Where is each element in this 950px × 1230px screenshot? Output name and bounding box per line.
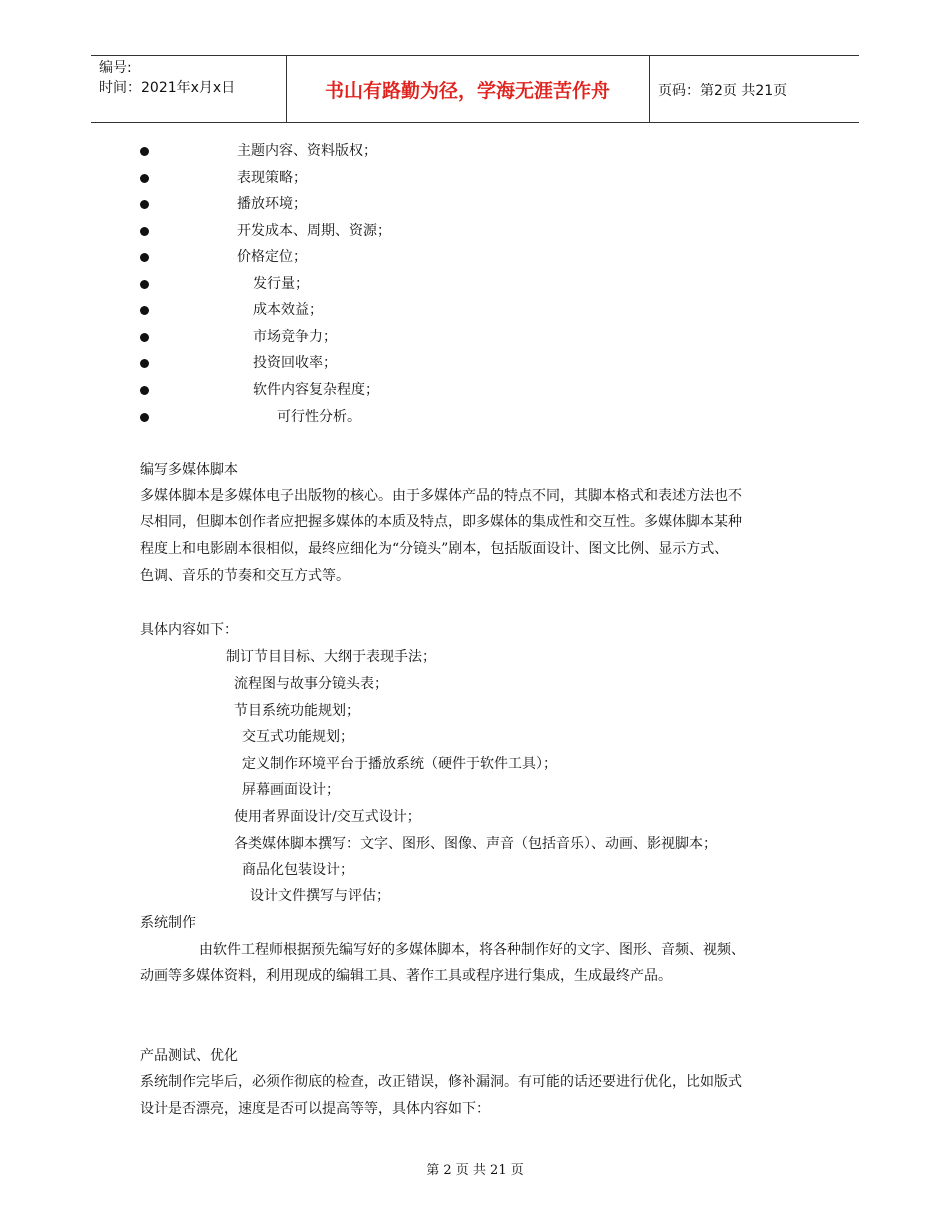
bullet-item: 软件内容复杂程度； xyxy=(253,382,379,398)
bullet-item: 开发成本、周期、资源； xyxy=(237,223,391,239)
header-divider xyxy=(649,56,650,122)
page-header xyxy=(91,55,859,123)
bullet-item: 可行性分析。 xyxy=(277,409,361,425)
section-title: 产品测试、优化 xyxy=(140,1048,238,1064)
paragraph-line: 色调、音乐的节奏和交互方式等。 xyxy=(140,568,350,584)
bullet-item: 发行量； xyxy=(253,276,309,292)
bullet-dot xyxy=(140,386,149,395)
bullet-dot xyxy=(140,306,149,315)
bullet-dot xyxy=(140,253,149,262)
header-meta xyxy=(99,58,235,98)
number-label: 编号: xyxy=(99,60,132,76)
paragraph-line: 由软件工程师根据预先编写好的多媒体脚本，将各种制作好的文字、图形、音频、视频、 xyxy=(199,942,745,958)
bullet-dot xyxy=(140,147,149,156)
bullet-dot xyxy=(140,280,149,289)
list-item: 使用者界面设计/交互式设计； xyxy=(234,809,421,825)
section-title: 编写多媒体脚本 xyxy=(140,462,238,478)
list-item: 节目系统功能规划； xyxy=(234,703,360,719)
bullet-item: 播放环境； xyxy=(237,196,307,212)
bullet-item: 市场竞争力； xyxy=(253,329,337,345)
bullet-dot xyxy=(140,200,149,209)
time-label: 时间：2021年x月x日 xyxy=(99,80,236,96)
bullet-item: 价格定位； xyxy=(237,249,307,265)
bullet-item: 表现策略； xyxy=(237,170,307,186)
bullet-dot xyxy=(140,359,149,368)
content-list-title: 具体内容如下： xyxy=(140,622,238,638)
header-page-number: 页码：第2页 共21页 xyxy=(658,83,788,99)
paragraph-line: 程度上和电影剧本很相似，最终应细化为“分镜头”剧本，包括版面设计、图文比例、显示方式、 xyxy=(140,541,729,557)
list-item: 定义制作环境平台于播放系统（硬件于软件工具）； xyxy=(242,756,557,772)
paragraph-line: 尽相同，但脚本创作者应把握多媒体的本质及特点，即多媒体的集成性和交互性。多媒体脚本某种 xyxy=(140,514,742,530)
section-title: 系统制作 xyxy=(140,915,196,931)
list-item: 设计文件撰写与评估； xyxy=(250,888,390,904)
bullet-item: 主题内容、资料版权； xyxy=(237,143,377,159)
bullet-dot xyxy=(140,227,149,236)
header-motto: 书山有路勤为径，学海无涯苦作舟 xyxy=(324,80,610,102)
bullet-item: 成本效益； xyxy=(253,302,323,318)
list-item: 各类媒体脚本撰写：文字、图形、图像、声音（包括音乐）、动画、影视脚本； xyxy=(234,836,717,852)
list-item: 屏幕画面设计； xyxy=(242,782,340,798)
paragraph-line: 动画等多媒体资料，利用现成的编辑工具、著作工具或程序进行集成，生成最终产品。 xyxy=(140,968,672,984)
paragraph-line: 多媒体脚本是多媒体电子出版物的核心。由于多媒体产品的特点不同，其脚本格式和表述方法也不 xyxy=(140,488,742,504)
bullet-item: 投资回收率； xyxy=(253,355,337,371)
list-item: 制订节目目标、大纲于表现手法； xyxy=(226,649,436,665)
page-footer: 第 2 页 共 21 页 xyxy=(426,1163,524,1178)
list-item: 交互式功能规划； xyxy=(242,729,354,745)
bullet-dot xyxy=(140,413,149,422)
list-item: 流程图与故事分镜头表； xyxy=(234,676,388,692)
list-item: 商品化包装设计； xyxy=(242,862,354,878)
bullet-dot xyxy=(140,174,149,183)
paragraph-line: 系统制作完毕后，必须作彻底的检查，改正错误，修补漏洞。有可能的话还要进行优化，比如版式 xyxy=(140,1074,742,1090)
paragraph-line: 设计是否漂亮，速度是否可以提高等等，具体内容如下： xyxy=(140,1101,490,1117)
bullet-dot xyxy=(140,333,149,342)
